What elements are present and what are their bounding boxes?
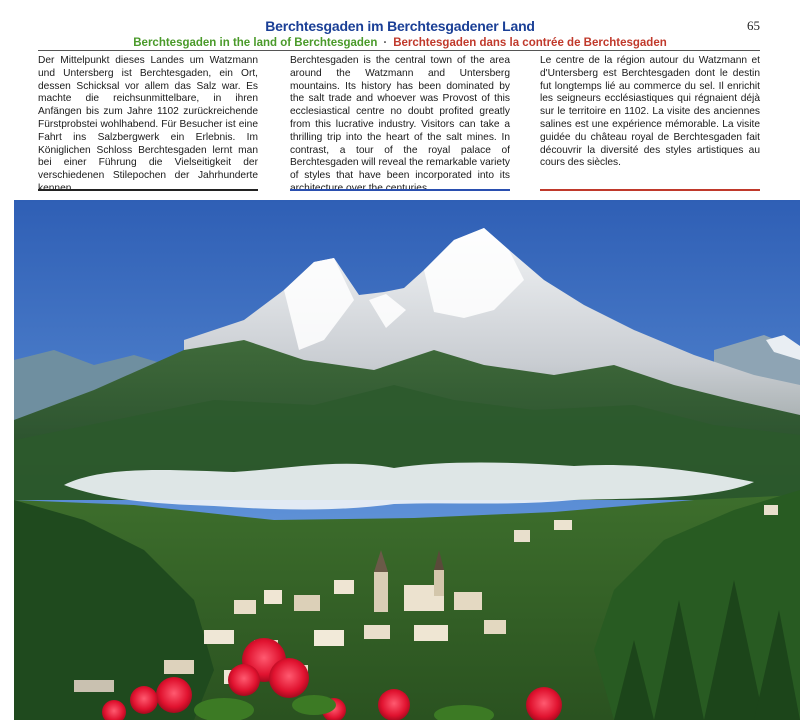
landscape-illustration (14, 200, 800, 720)
french-column-rule (540, 189, 760, 191)
subtitle-french: Berchtesgaden dans la contrée de Berchtesgaden (393, 37, 667, 49)
page-title: Berchtesgaden im Berchtesgadener Land (265, 18, 535, 34)
subtitle-separator: · (383, 37, 388, 49)
column-german: Der Mittelpunkt dieses Landes um Watzmann und Untersberg ist Berchtesgaden, ein Ort, dessen Schicksal vor allem das Salz war. Es machte die reichsunmittelbare, in ihren Anfängen bis zum Jahre 1102 zurückreichende Fürstprobstei wohlhabend. Für Besucher ist eine Fahrt ins Salzbergwerk ein Erlebnis. Im Königlichen Schloss Berchtesgaden lernt man bei einer Führung die Vielseitigkeit der verschiedenen Stilepochen der Jahrhunderte (38, 55, 258, 182)
watzmann-landscape-photo (14, 200, 800, 720)
english-column-rule (290, 189, 510, 191)
subtitle-english: Berchtesgaden in the land of Berchtesgaden (133, 37, 378, 49)
header-rule (38, 50, 760, 51)
column-french: Le centre de la région autour du Watzmann et d'Untersberg est Berchtesgaden dont le destin fut longtemps lié au commerce du sel. Il enrichit les seigneurs ecclésiastiques qui régnaient déjà sur le territoire en 1102. La visite des anciennes salines est une expérience mémorable. La visite guidée du château royal de Berchtesgaden fait découvrir la diversité des styles artistiques au cours des siècles. (540, 55, 760, 169)
german-column-rule (38, 189, 258, 191)
page-number: 65 (747, 18, 760, 33)
column-english: Berchtesgaden is the central town of the area around the Watzmann and Untersberg mountains. Its history has been dominated by the salt trade and whoever was Provost of this ecclesiastical centre no doubt profited greatly from this lucrative industry. Visitors can take a thrilling trip into the heart of the salt mines. In contrast, a tour of the royal palace of Berchtesgaden will reveal the remarkable variety of styles that have been incorporated into its (290, 55, 510, 182)
subtitle-line (0, 37, 800, 49)
title-block (0, 18, 800, 49)
